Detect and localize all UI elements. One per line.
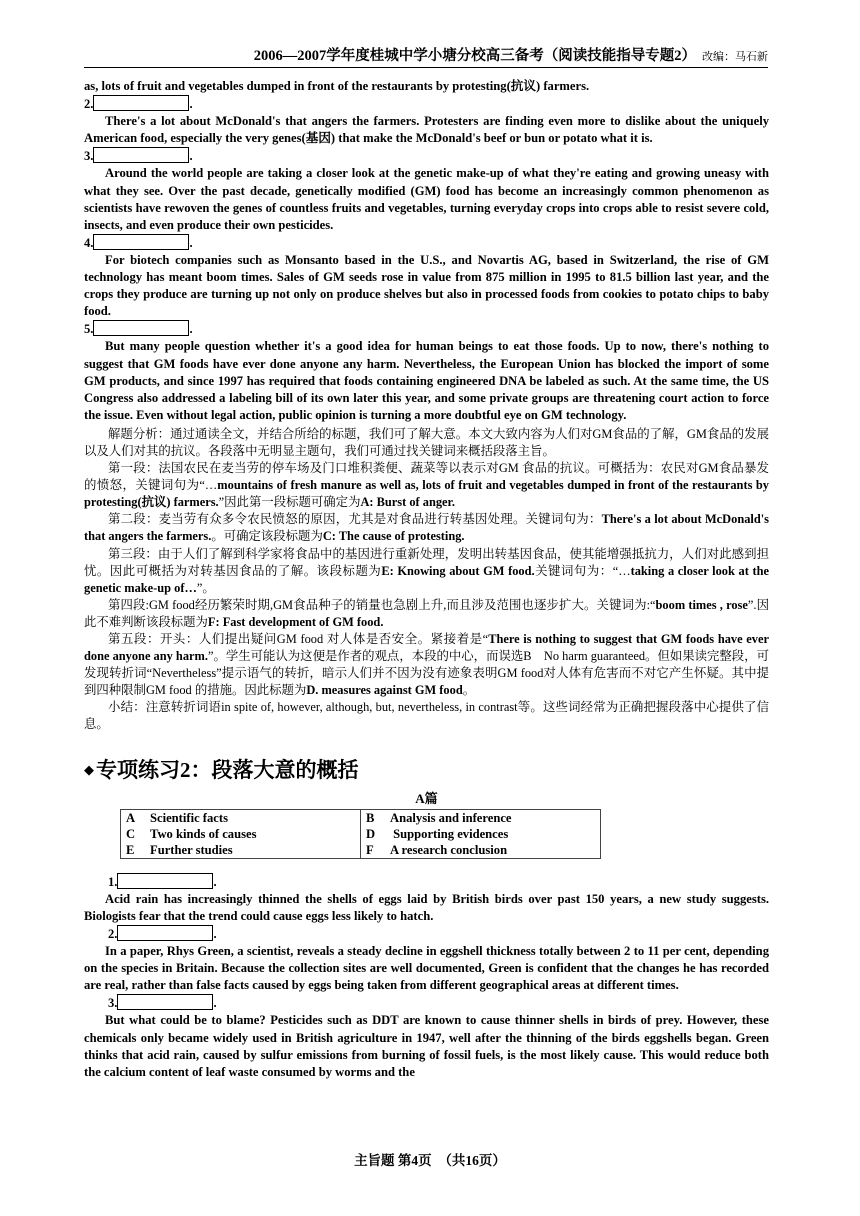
page-header <box>84 44 768 68</box>
page-footer: 主旨题 第4页 （共16页） <box>354 1153 506 1168</box>
answer-analysis <box>84 426 769 734</box>
passage-paragraph: Around the world people are taking a closer look at the genetic make-up of what they're eating and growing uneasy with what they see. Over the past decade, genetically modified (GM) food has become an increasingly common phenomenon as scientists have rewoven the genes of countless fruits and vegetables, turning everyday crops into crops able to resist severe cold, insects, and even produce their own pesticides. <box>84 166 769 232</box>
option-item: C Two kinds of causes <box>126 826 257 841</box>
analysis-intro: 解题分析：通过通读全文，并结合所给的标题，我们可了解大意。本文大致内容为人们对GM食品的了解，GM食品的发展以及人们对其的抗议。各段落中无明显主题句，我们可通过找关键词来概括段落主旨。 <box>84 426 769 458</box>
option-item: B Analysis and inference <box>366 810 512 825</box>
answer-line-5: 5. . <box>84 322 193 337</box>
section-title <box>84 756 769 784</box>
answer-blank[interactable] <box>117 994 213 1010</box>
option-item: F A research conclusion <box>366 842 508 857</box>
options-table <box>120 809 601 859</box>
analysis-paragraph-4: 第四段:GM food经历繁荣时期,GM食品种子的销量也急剧上升,而且涉及范围也逐步扩大。关键词为:“boom times , rose”.因此不难判断该段标题为F: Fast development of GM food. <box>84 597 769 629</box>
answer-blank[interactable] <box>93 320 189 336</box>
analysis-paragraph-2: 第二段：麦当劳有众多令农民愤怒的原因，尤其是对食品进行转基因处理。关键词句为：There's a lot about McDonald's that angers the farmers.。可确定该段标题为C: The cause of protesting. <box>84 512 770 544</box>
exercise-paragraph: Acid rain has increasingly thinned the shells of eggs laid by British birds over past 150 years, a new study suggests. Biologists fear that the trend could cause eggs less likely to hatch. <box>84 891 769 923</box>
option-item: E Further studies <box>126 842 233 857</box>
answer-line-2: 2. . <box>84 97 193 112</box>
passage-paragraph: But many people question whether it's a good idea for human beings to eat those foods. Up to now, there's nothing to suggest that GM foods have ever done anyone any harm. Nevertheless, the European Union has blocked the import of some GM products, and since 1997 has required that foods containing engineered DNA be labeled as such. At the same time, the US Congress also addressed a labeling bill of its own later this year, and some private groups are threatening court action to force the issue. Even without legal action, public opinion is turning a more doubtful eye on GM technology. <box>84 339 769 422</box>
passage-paragraph: For biotech companies such as Monsanto based in the U.S., and Novartis AG, based in Switzerland, the rise of GM technology has meant boom times. Sales of GM seeds rose in value from 875 million in 1995 to 81.5 billion last year, and the crops they produce are turning up not only on produce shelves but also in processed foods from cookies to potato chips to baby food. <box>84 252 769 319</box>
analysis-paragraph-3: 第三段：由于人们了解到科学家将食品中的基因进行重新处理，发明出转基因食品，使其能增强抵抗力，人们对此感到担忧。因此可概括为对转基因食品的了解。该段标题为E: Knowing about GM food.关键词句为：“…taking a closer look at the genetic make-up of…”。 <box>84 546 769 595</box>
answer-line-4: 4. . <box>84 235 193 250</box>
header-title: 2006—2007学年度桂城中学小塘分校高三备考（阅读技能指导专题2） <box>253 48 696 64</box>
options-left-column <box>121 809 361 858</box>
passage-paragraph: There's a lot about McDonald's that angers the farmers. Protesters are finding even more to dislike about the uniquely American food, especially the very genes(基因) that make the McDonald's beef or bun or potato what it is. <box>84 114 769 146</box>
answer-blank[interactable] <box>93 234 189 250</box>
section-title-text: 专项练习2：段落大意的概括 <box>96 757 359 782</box>
diamond-bullet-icon: ◆ <box>84 761 94 777</box>
exercise-paragraph: But what could be to blame? Pesticides such as DDT are known to cause thinner shells in birds of prey. However, these chemicals only became widely used in British agriculture in 1947, well after the thinning of the birds eggshells began. Green thinks that acid rain, caused by sulfur emissions from burning of fossil fuels, is the most likely cause. This would reduce both the calcium content of leaf waste consumed by worms and the <box>84 1013 769 1079</box>
option-item: A Scientific facts <box>126 810 228 825</box>
answer-blank[interactable] <box>93 147 189 163</box>
analysis-paragraph-1: 第一段：法国农民在麦当劳的停车场及门口堆积粪便、蔬菜等以表示对GM 食品的抗议。可概括为：农民对GM食品暴发的愤怒，关键词句为“…mountains of fresh manure as well as, lots of fruit and vegetables dumped in front of the restaurants by protesting(抗议) farmers.”因此第一段标题可确定为A: Burst of anger. <box>84 461 770 510</box>
analysis-paragraph-5: 第五段：开头：人们提出疑问GM food 对人体是否安全。紧接着是“There is nothing to suggest that GM foods have ever done anyone any harm.”。学生可能认为这便是作者的观点，本段的中心，而误选B No harm guaranteed。但如果读完整段，可发现转折词“Nevertheless”提示语气的转折，暗示人们并不因为没有迹象表明GM food对人体有危害而不对它产生怀疑。其中提到四种限制GM food 的措施。因此标题为D. measures against GM food。 <box>84 632 769 698</box>
exercise-answer-line-2: 2. . <box>108 926 217 941</box>
exercise-answer-line-3: 3. . <box>108 996 217 1011</box>
options-right-column <box>361 809 601 858</box>
passage-intro-line: as, lots of fruit and vegetables dumped in front of the restaurants by protesting(抗议) farmers. <box>84 79 590 93</box>
exercise-paragraph: In a paper, Rhys Green, a scientist, reveals a steady decline in eggshell thickness totally between 2 to 11 per cent, depending on the species in Britain. Because the collection sites are well documented, Green is confident that the changes he has recorded are real, rather than false facts caused by eggs being taken from different geographical areas at different times. <box>84 944 769 993</box>
answer-blank[interactable] <box>117 873 213 889</box>
answer-line-3: 3. . <box>84 149 193 164</box>
analysis-summary: 小结：注意转折词语in spite of, however, although, but, nevertheless, in contrast等。这些词经常为正确把握段落中心提供了信息。 <box>84 700 769 732</box>
answer-blank[interactable] <box>117 925 213 941</box>
passage-subtitle: A篇 <box>415 790 438 806</box>
answer-blank[interactable] <box>93 95 189 111</box>
exercise-answer-line-1: 1. . <box>108 874 217 889</box>
header-editor: 改编：马石新 <box>702 51 768 63</box>
page-content <box>84 78 769 1081</box>
option-item: D Supporting evidences <box>366 826 509 841</box>
